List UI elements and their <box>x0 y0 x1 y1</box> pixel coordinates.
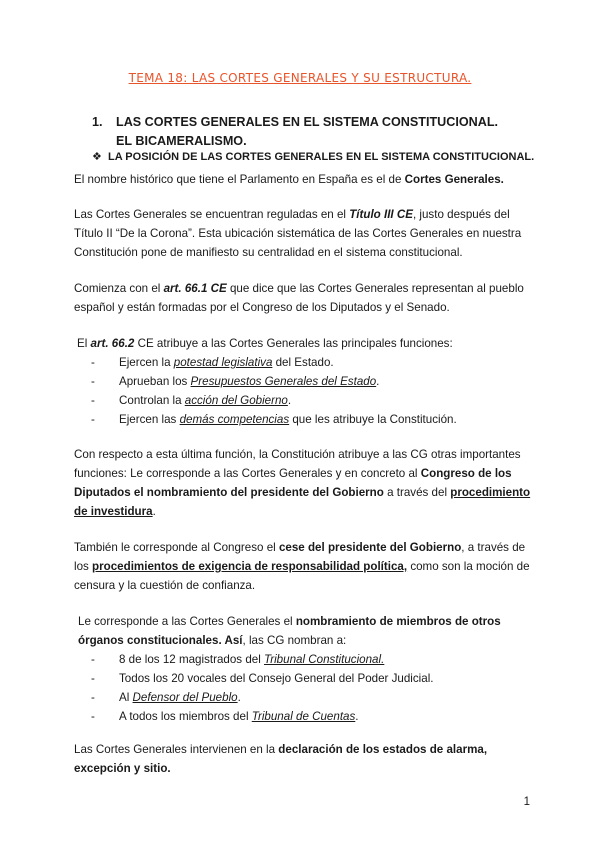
list-item: - Ejercen la potestad legislativa del Estado. <box>91 356 334 369</box>
p2-bold-italic: Título III CE <box>349 208 413 221</box>
list-item: - Controlan la acción del Gobierno. <box>91 394 292 407</box>
list-item: - Todos los 20 vocales del Consejo General del Poder Judicial. <box>91 672 434 685</box>
functions-list <box>74 353 534 429</box>
list-item: - Al Defensor del Pueblo. <box>91 691 241 704</box>
document-title: TEMA 18: LAS CORTES GENERALES Y SU ESTRUCTURA. <box>128 71 472 85</box>
paragraph-1 <box>74 170 534 189</box>
section-heading-text: LAS CORTES GENERALES EN EL SISTEMA CONSTITUCIONAL. EL BICAMERALISMO. <box>116 115 499 148</box>
paragraph-6: También le corresponde al Congreso el cese del presidente del Gobierno, a través de los procedimientos de exigencia de responsabilidad política, como son la moción de censura y la cuestión de confianza. <box>74 541 530 592</box>
p1-bold: Cortes Generales. <box>404 173 504 186</box>
page-number: 1 <box>523 796 530 808</box>
appointments-list <box>74 650 534 726</box>
list-item: - Aprueban los Presupuestos Generales del Estado. <box>91 375 380 388</box>
paragraph-8: Las Cortes Generales intervienen en la declaración de los estados de alarma, excepción y sitio. <box>74 743 488 775</box>
paragraph-4 <box>77 334 537 353</box>
paragraph-3 <box>74 279 534 317</box>
paragraph-7: Le corresponde a las Cortes Generales el nombramiento de miembros de otros órganos constitucionales. Así, las CG nombran a: <box>78 615 501 647</box>
p2-text-c: , justo después del Título II “De la Corona”. Esta ubicación sistemática de las Cortes Generales en nuestra Constitución pone de manifiesto su centralidad en el sistema constitucional. <box>74 208 522 259</box>
p4-bold-italic: art. 66.2 <box>90 337 135 350</box>
section-number: 1. <box>92 115 103 129</box>
section-heading <box>92 113 512 151</box>
p3-bold-italic: art. 66.1 CE <box>163 282 227 295</box>
list-item: - A todos los miembros del Tribunal de Cuentas. <box>91 710 359 723</box>
paragraph-5: Con respecto a esta última función, la Constitución atribuye a las CG otras importantes funciones: Le corresponde a las Cortes Generales y en concreto al Congreso de los Diputados el nombramiento del presidente del Gobierno a través del procedimiento de investidura. <box>74 448 531 518</box>
p4-text-c: CE atribuye a las Cortes Generales las principales funciones: <box>134 337 453 350</box>
subsection-heading-text: LA POSICIÓN DE LAS CORTES GENERALES EN EL SISTEMA CONSTITUCIONAL. <box>108 151 535 163</box>
p3-text-a: Comienza con el <box>74 282 164 295</box>
p3-text-c: que dice que las Cortes Generales representan al pueblo español y están formadas por el Congreso de los Diputados y el Senado. <box>74 282 524 314</box>
paragraph-2 <box>74 205 534 262</box>
diamond-bullet-icon: ❖ <box>92 151 102 163</box>
subsection-heading <box>92 150 534 163</box>
p2-text-a: Las Cortes Generales se encuentran reguladas en el <box>74 208 350 221</box>
list-item: - Ejercen las demás competencias que les atribuye la Constitución. <box>91 413 457 426</box>
p1-text: El nombre histórico que tiene el Parlamento en España es el de <box>74 173 405 186</box>
list-item: - 8 de los 12 magistrados del Tribunal Constitucional. <box>91 653 385 666</box>
p4-text-a: El <box>77 337 91 350</box>
